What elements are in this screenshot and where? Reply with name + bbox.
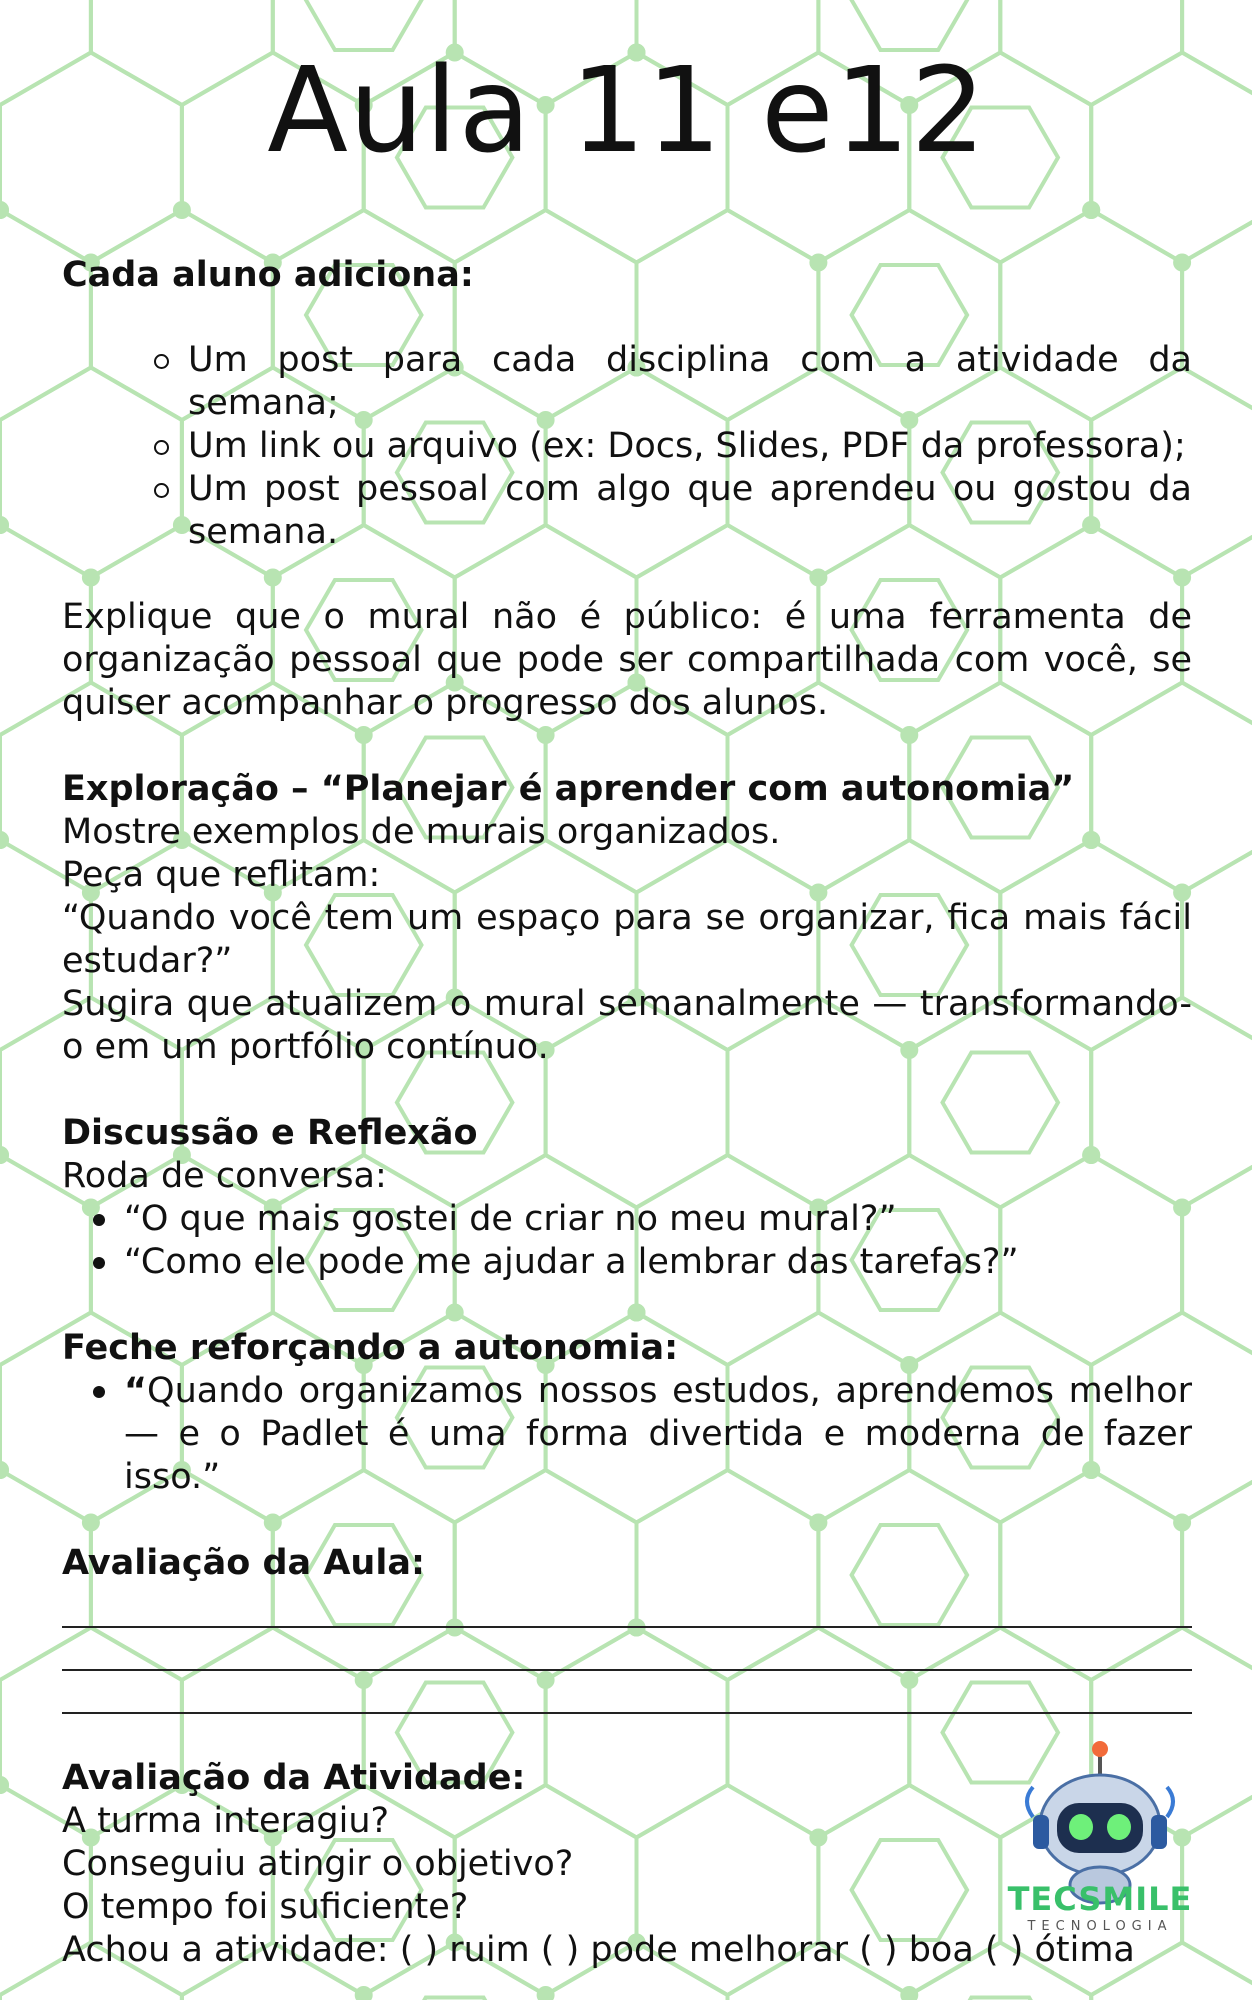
mural-explanation-paragraph: Explique que o mural não é público: é uma ferramenta de organização pessoal que pode ser compartilhada com você, se quiser acompanhar o progresso dos alunos. <box>62 597 1192 723</box>
hexagon-node-dot <box>537 1986 555 2000</box>
closing-quote-text: Quando organizamos nossos estudos, aprendemos melhor — e o Padlet é uma forma divertida e moderna de fazer isso.” <box>124 1371 1192 1497</box>
writing-line[interactable] <box>62 1671 1192 1714</box>
evaluation-question: Conseguiu atingir o objetivo? <box>62 1844 574 1884</box>
discussao-intro: Roda de conversa: <box>62 1156 387 1196</box>
list-item: “O que mais gostei de criar no meu mural?” <box>124 1198 1192 1241</box>
exploracao-line: Mostre exemplos de murais organizados. <box>62 812 781 852</box>
hexagon-node-dot <box>355 1986 373 2000</box>
exploracao-line: Sugira que atualizem o mural semanalmente — transformando-o em um portfólio contínuo. <box>62 984 1192 1067</box>
section-heading-avaliacao-atividade: Avaliação da Atividade: <box>62 1758 526 1798</box>
evaluation-question: O tempo foi suficiente? <box>62 1887 469 1927</box>
quote-mark: “ <box>124 1371 148 1411</box>
section-heading-discussao: Discussão e Reflexão <box>62 1113 478 1153</box>
section-heading-feche: Feche reforçando a autonomia: <box>62 1328 679 1368</box>
brand-logo-subtitle: TECNOLOGIA <box>1027 1919 1173 1934</box>
list-item: Um link ou arquivo (ex: Docs, Slides, PDF da professora); <box>188 425 1192 468</box>
list-item <box>124 1370 1192 1499</box>
worksheet-page <box>62 40 1192 1972</box>
reflection-quote: “Quando você tem um espaço para se organizar, fica mais fácil estudar?” <box>62 898 1192 981</box>
section-heading-avaliacao-aula: Avaliação da Aula: <box>62 1543 425 1583</box>
evaluation-question: A turma interagiu? <box>62 1801 390 1841</box>
hexagon-node-dot <box>900 1986 918 2000</box>
writing-line[interactable] <box>62 1585 1192 1628</box>
discussion-questions-list <box>62 1198 1192 1284</box>
list-item: Um post pessoal com algo que aprendeu ou gostou da semana. <box>188 469 1192 552</box>
list-item: “Como ele pode me ajudar a lembrar das tarefas?” <box>124 1241 1192 1284</box>
closing-quote-list <box>62 1370 1192 1499</box>
page-title: Aula 11 e12 <box>267 41 987 179</box>
exploracao-line: Peça que reflitam: <box>62 855 381 895</box>
section-heading-exploracao: Exploração – “Planejar é aprender com autonomia” <box>62 769 1075 809</box>
hexagon-shape <box>1182 0 1252 105</box>
writing-line[interactable] <box>62 1628 1192 1671</box>
list-item: Um post para cada disciplina com a atividade da semana; <box>188 340 1192 423</box>
section-heading-cada-aluno: Cada aluno adiciona: <box>62 255 474 295</box>
evaluation-rating-line: Achou a atividade: ( ) ruim ( ) pode melhorar ( ) boa ( ) ótima <box>62 1930 1135 1970</box>
student-additions-list <box>62 339 1192 554</box>
brand-logo-name: TECSMILE <box>1007 1880 1193 1918</box>
